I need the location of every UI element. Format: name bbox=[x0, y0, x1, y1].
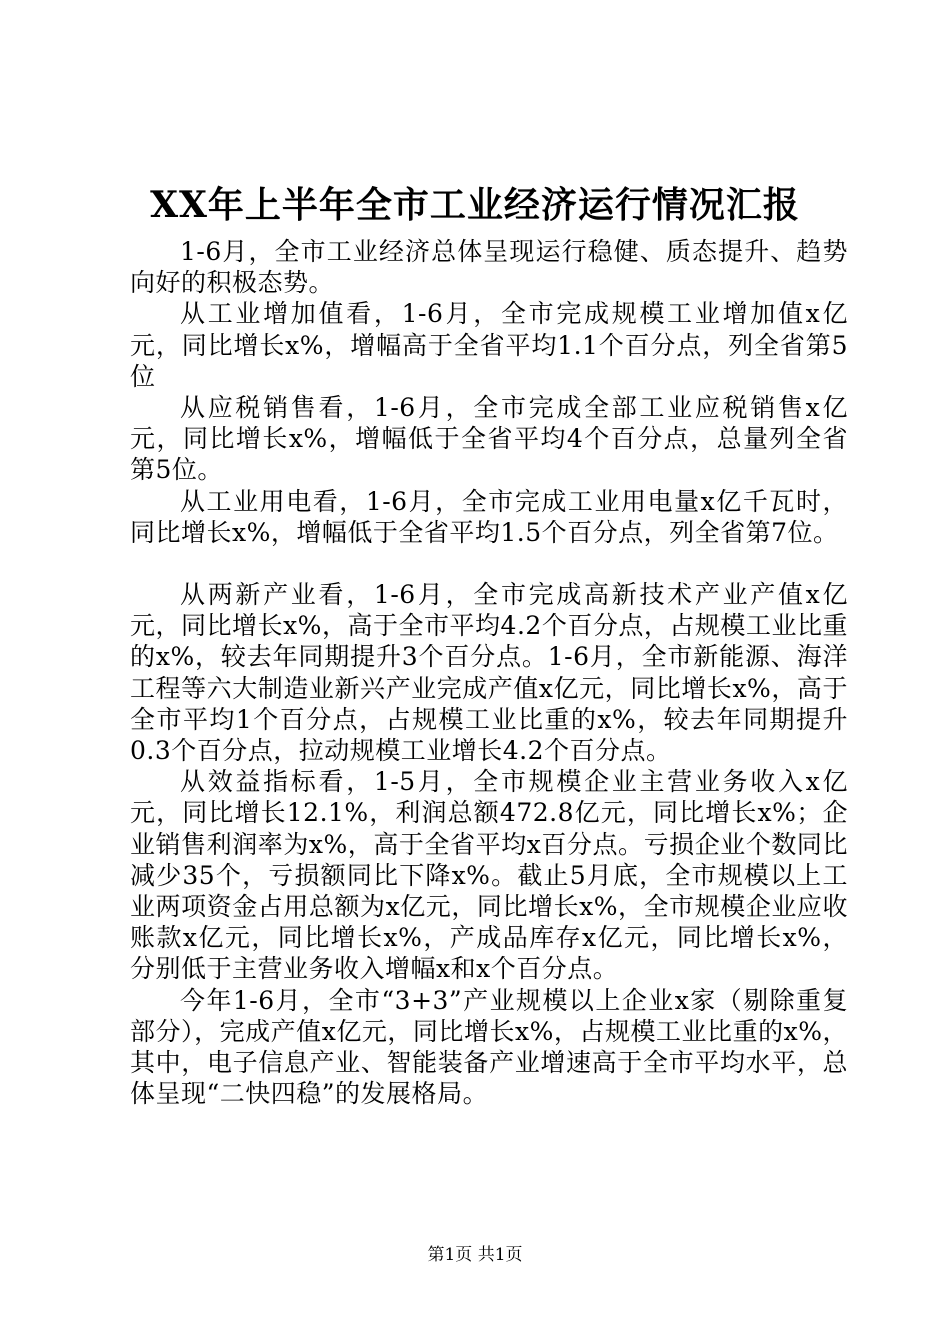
paragraph-taxable-sales: 从应税销售看，1-6月，全市完成全部工业应税销售x亿元，同比增长x%，增幅低于全省平均4个百分点，总量列全省第5位。 bbox=[130, 393, 848, 485]
document-title: XX年上半年全市工业经济运行情况汇报 bbox=[150, 184, 800, 226]
paragraph-industrial-added-value: 从工业增加值看，1-6月，全市完成规模工业增加值x亿元，同比增长x%，增幅高于全省平均1.1个百分点，列全省第5位 bbox=[130, 299, 848, 391]
paragraph-efficiency-indicators: 从效益指标看，1-5月，全市规模企业主营业务收入x亿元，同比增长12.1%，利润总额472.8亿元，同比增长x%；企业销售利润率为x%，高于全省平均x百分点。亏损企业个数同比减少35个，亏损额同比下降x%。截止5月底，全市规模以上工业两项资金占用总额为x亿元，同比增长x%，全市规模企业应收账款x亿元，同比增长x%，产成品库存x亿元，同比增长x%，分别低于主营业务收入增幅x和x个百分点。 bbox=[130, 767, 848, 984]
paragraph-3plus3-industries: 今年1-6月，全市“3+3”产业规模以上企业x家（剔除重复部分），完成产值x亿元，同比增长x%，占规模工业比重的x%，其中，电子信息产业、智能装备产业增速高于全市平均水平，总体呈现“二快四稳”的发展格局。 bbox=[130, 985, 848, 1109]
document-body bbox=[130, 236, 848, 1109]
page-footer: 第1页 共1页 bbox=[427, 1245, 523, 1265]
paragraph-intro: 1-6月，全市工业经济总体呈现运行稳健、质态提升、趋势向好的积极态势。 bbox=[130, 237, 848, 298]
paragraph-industrial-electricity: 从工业用电看，1-6月，全市完成工业用电量x亿千瓦时，同比增长x%，增幅低于全省平均1.5个百分点，列全省第7位。 bbox=[130, 486, 848, 547]
paragraph-new-industries: 从两新产业看，1-6月，全市完成高新技术产业产值x亿元，同比增长x%，高于全市平均4.2个百分点，占规模工业比重的x%，较去年同期提升3个百分点。1-6月，全市新能源、海洋工程等六大制造业新兴产业完成产值x亿元，同比增长x%，高于全市平均1个百分点，占规模工业比重的x%，较去年同期提升0.3个百分点，拉动规模工业增长4.2个百分点。 bbox=[130, 580, 848, 766]
